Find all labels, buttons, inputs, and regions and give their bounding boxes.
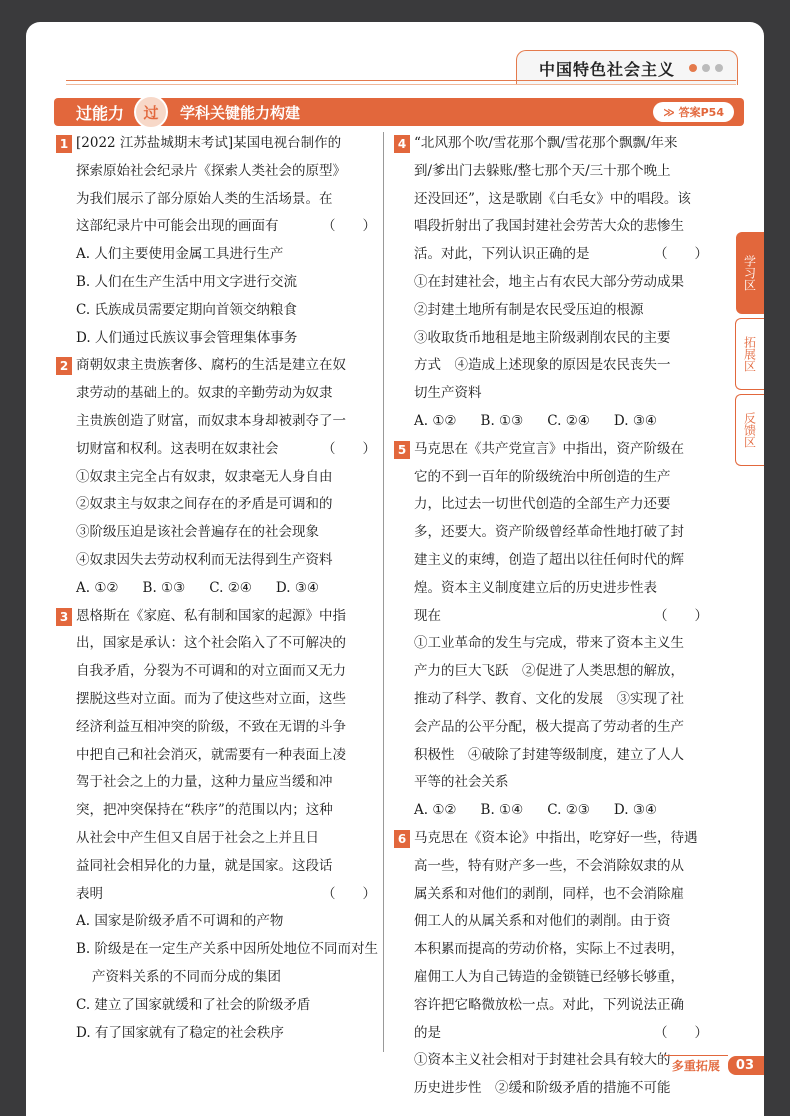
choice-a[interactable]: A. ①② — [76, 579, 119, 596]
stem-line: 到/爹出门去躲账/整七那个天/三十那个晚上 — [414, 162, 671, 179]
header-dots — [689, 64, 723, 72]
statement: 平等的社会关系 — [414, 774, 509, 791]
answer-bracket[interactable]: （ ） — [654, 607, 708, 624]
answer-reference[interactable] — [653, 102, 734, 122]
stem-line: 从社会中产生但又自居于社会之上并且日 — [76, 829, 319, 846]
option[interactable]: B. 人们在生产生活中用文字进行交流 — [76, 273, 298, 290]
statement: 积极性 ④破除了封建等级制度，建立了人人 — [414, 746, 684, 763]
stem-line: 主贵族创造了财富，而奴隶本身却被剥夺了一 — [76, 412, 346, 429]
statement: ③阶级压迫是该社会普遍存在的社会现象 — [76, 524, 319, 541]
stem-text: 切财富和权利。这表明在奴隶社会 — [76, 440, 279, 457]
statement: ③收取货币地租是地主阶级剥削农民的主要 — [414, 329, 671, 346]
question-5 — [394, 436, 714, 631]
header-divider — [66, 80, 736, 81]
medal-icon: 过 — [134, 95, 168, 129]
choice-c[interactable]: C. ②③ — [547, 802, 590, 819]
left-column — [56, 130, 382, 1047]
statement: ①奴隶主完全占有奴隶，奴隶毫无人身自由 — [76, 468, 333, 485]
statement: ②封建土地所有制是农民受压迫的根源 — [414, 301, 644, 318]
stem-line: 探索原始社会纪录片《探索人类社会的原型》 — [76, 162, 346, 179]
question-number: 5 — [394, 441, 410, 459]
stem-text: 的是 — [414, 1024, 441, 1041]
banner-label: 过能力 — [76, 103, 125, 123]
stem-line: 自我矛盾，分裂为不可调和的对立面而又无力 — [76, 663, 346, 680]
question-6 — [394, 825, 714, 1047]
side-tab-feedback[interactable]: 反馈区 — [735, 394, 764, 466]
stem-line: [2022 江苏盐城期末考试]某国电视台制作的 — [76, 135, 342, 151]
chevron-down-icon: ≫ — [663, 106, 679, 119]
statement: 方式 ④造成上述现象的原因是农民丧失一 — [414, 357, 671, 374]
banner-subtitle: 学科关键能力构建 — [180, 103, 301, 122]
statement: 产力的巨大飞跃 ②促进了人类思想的解放， — [414, 663, 684, 680]
stem-line: 本积累而提高的劳动价格，实际上不过表明， — [414, 941, 684, 958]
stem-line: 建主义的束缚，创造了超出以往任何时代的辉 — [414, 551, 684, 568]
stem-line: 马克思在《资本论》中指出，吃穿好一些，待遇 — [414, 829, 698, 846]
header-divider-thin — [66, 84, 736, 85]
stem-line: 高一些，特有财产多一些，不会消除奴隶的从 — [414, 857, 684, 874]
choice-d[interactable]: D. ③④ — [613, 412, 658, 429]
answer-bracket[interactable]: （ ） — [654, 246, 708, 263]
answer-bracket[interactable]: （ ） — [322, 440, 376, 457]
stem-line: 煌。资本主义制度建立后的历史进步性表 — [414, 579, 657, 596]
stem-line: 出，国家是承认：这个社会陷入了不可解决的 — [76, 635, 346, 652]
dot-icon — [689, 64, 697, 72]
stem-line: 佣工人的从属关系和对他们的剥削。由于资 — [414, 913, 671, 930]
stem-line: “北风那个吹/雪花那个飘/雪花那个飘飘/年来 — [414, 135, 678, 151]
stem-line: 为我们展示了部分原始人类的生活场景。在 — [76, 190, 333, 207]
question-3 — [56, 603, 382, 909]
stem-line: 恩格斯在《家庭、私有制和国家的起源》中指 — [76, 607, 346, 624]
option[interactable]: B. 阶级是在一定生产关系中因所处地位不同而对生产资料关系的不同而分成的集团 — [76, 941, 379, 985]
stem-line: 经济利益互相冲突的阶级，不致在无谓的斗争 — [76, 718, 346, 735]
question-1 — [56, 130, 382, 241]
choice-b[interactable]: B. ①③ — [142, 579, 186, 596]
stem-line: 力，比过去一切世代创造的全部生产力还要 — [414, 496, 671, 513]
statement: ②奴隶主与奴隶之间存在的矛盾是可调和的 — [76, 496, 333, 513]
option[interactable]: C. 建立了国家就缓和了社会的阶级矛盾 — [76, 996, 311, 1013]
choice-d[interactable]: D. ③④ — [275, 579, 320, 596]
stem-line — [414, 603, 714, 631]
question-number: 1 — [56, 135, 72, 153]
question-number: 6 — [394, 830, 410, 848]
stem-text: 表明 — [76, 885, 103, 902]
stem-line — [76, 213, 382, 241]
stem-line: 摆脱这些对立面。而为了使这些对立面，这些 — [76, 690, 346, 707]
choice-row — [56, 575, 382, 603]
stem-text: 这部纪录片中可能会出现的画面有 — [76, 218, 279, 235]
question-number: 4 — [394, 135, 410, 153]
footer-label: 多重拓展 — [664, 1055, 728, 1075]
stem-line — [414, 1020, 714, 1048]
stem-text: 现在 — [414, 607, 441, 624]
stem-line: 突，把冲突保持在“秩序”的范围以内；这种 — [76, 802, 333, 819]
stem-line: 隶劳动的基础上的。奴隶的辛勤劳动为奴隶 — [76, 385, 333, 402]
choice-row — [394, 408, 714, 436]
option[interactable]: D. 有了国家就有了稳定的社会秩序 — [76, 1024, 284, 1041]
option[interactable]: A. 国家是阶级矛盾不可调和的产物 — [76, 913, 284, 930]
option[interactable]: C. 氏族成员需要定期向首领交纳粮食 — [76, 301, 297, 318]
column-divider — [383, 132, 384, 1052]
side-tab-extend[interactable]: 拓展区 — [735, 318, 764, 390]
choice-a[interactable]: A. ①② — [414, 412, 457, 429]
answer-page: 答案P54 — [678, 106, 724, 119]
choice-c[interactable]: C. ②④ — [209, 579, 252, 596]
choice-d[interactable]: D. ③④ — [613, 802, 658, 819]
choice-b[interactable]: B. ①④ — [480, 802, 524, 819]
choice-c[interactable]: C. ②④ — [547, 412, 590, 429]
question-number: 2 — [56, 357, 72, 375]
stem-line: 中把自己和社会消灭，就需要有一种表面上凌 — [76, 746, 346, 763]
option[interactable]: D. 人们通过氏族议事会管理集体事务 — [76, 329, 298, 346]
page-number: 03 — [728, 1056, 764, 1075]
statement: 推动了科学、教育、文化的发展 ③实现了社 — [414, 690, 684, 707]
answer-bracket[interactable]: （ ） — [322, 218, 376, 235]
stem-line: 唱段折射出了我国封建社会劳苦大众的悲惨生 — [414, 218, 684, 235]
choice-a[interactable]: A. ①② — [414, 802, 457, 819]
choice-row — [394, 797, 714, 825]
stem-line: 商朝奴隶主贵族奢侈、腐朽的生活是建立在奴 — [76, 357, 346, 374]
stem-line: 益同社会相异化的力量，就是国家。这段话 — [76, 857, 333, 874]
stem-line: 它的不到一百年的阶级统治中所创造的生产 — [414, 468, 671, 485]
statement: ④奴隶因失去劳动权利而无法得到生产资料 — [76, 551, 333, 568]
right-column — [394, 130, 714, 1103]
question-number: 3 — [56, 608, 72, 626]
stem-line — [76, 881, 382, 909]
stem-line: 容许把它略微放松一点。对此，下列说法正确 — [414, 996, 684, 1013]
stem-line — [414, 241, 714, 269]
statement: ①资本主义社会相对于封建社会具有较大的 — [414, 1052, 671, 1069]
section-banner — [54, 98, 744, 126]
question-2 — [56, 352, 382, 463]
stem-line: 多，还要大。资产阶级曾经革命性地打破了封 — [414, 524, 684, 541]
stem-line: 雇佣工人为自己铸造的金锁链已经够长够重， — [414, 968, 684, 985]
answer-bracket[interactable]: （ ） — [654, 1024, 708, 1041]
dot-icon — [702, 64, 710, 72]
statement: 切生产资料 — [414, 385, 482, 402]
choice-b[interactable]: B. ①③ — [480, 412, 524, 429]
stem-line: 属关系和对他们的剥削，同样，也不会消除雇 — [414, 885, 684, 902]
stem-line: 还没回还”，这是歌剧《白毛女》中的唱段。该 — [414, 190, 691, 207]
header-title: 中国特色社会主义 — [539, 59, 676, 79]
stem-line: 马克思在《共产党宣言》中指出，资产阶级在 — [414, 440, 684, 457]
statement: ①在封建社会，地主占有农民大部分劳动成果 — [414, 273, 684, 290]
answer-bracket[interactable]: （ ） — [322, 885, 376, 902]
side-tab-study[interactable]: 学习区 — [736, 232, 764, 314]
question-4 — [394, 130, 714, 269]
page — [26, 22, 764, 1116]
statement: 会产品的公平分配，极大提高了劳动者的生产 — [414, 718, 684, 735]
stem-line — [76, 436, 382, 464]
stem-text: 活。对此，下列认识正确的是 — [414, 246, 590, 263]
page-footer — [664, 1054, 764, 1076]
stem-line: 驾于社会之上的力量，这种力量应当缓和冲 — [76, 774, 333, 791]
statement: ①工业革命的发生与完成，带来了资本主义生 — [414, 635, 684, 652]
option[interactable]: A. 人们主要使用金属工具进行生产 — [76, 246, 284, 263]
statement: 历史进步性 ②缓和阶级矛盾的措施不可能 — [414, 1080, 671, 1097]
dot-icon — [715, 64, 723, 72]
